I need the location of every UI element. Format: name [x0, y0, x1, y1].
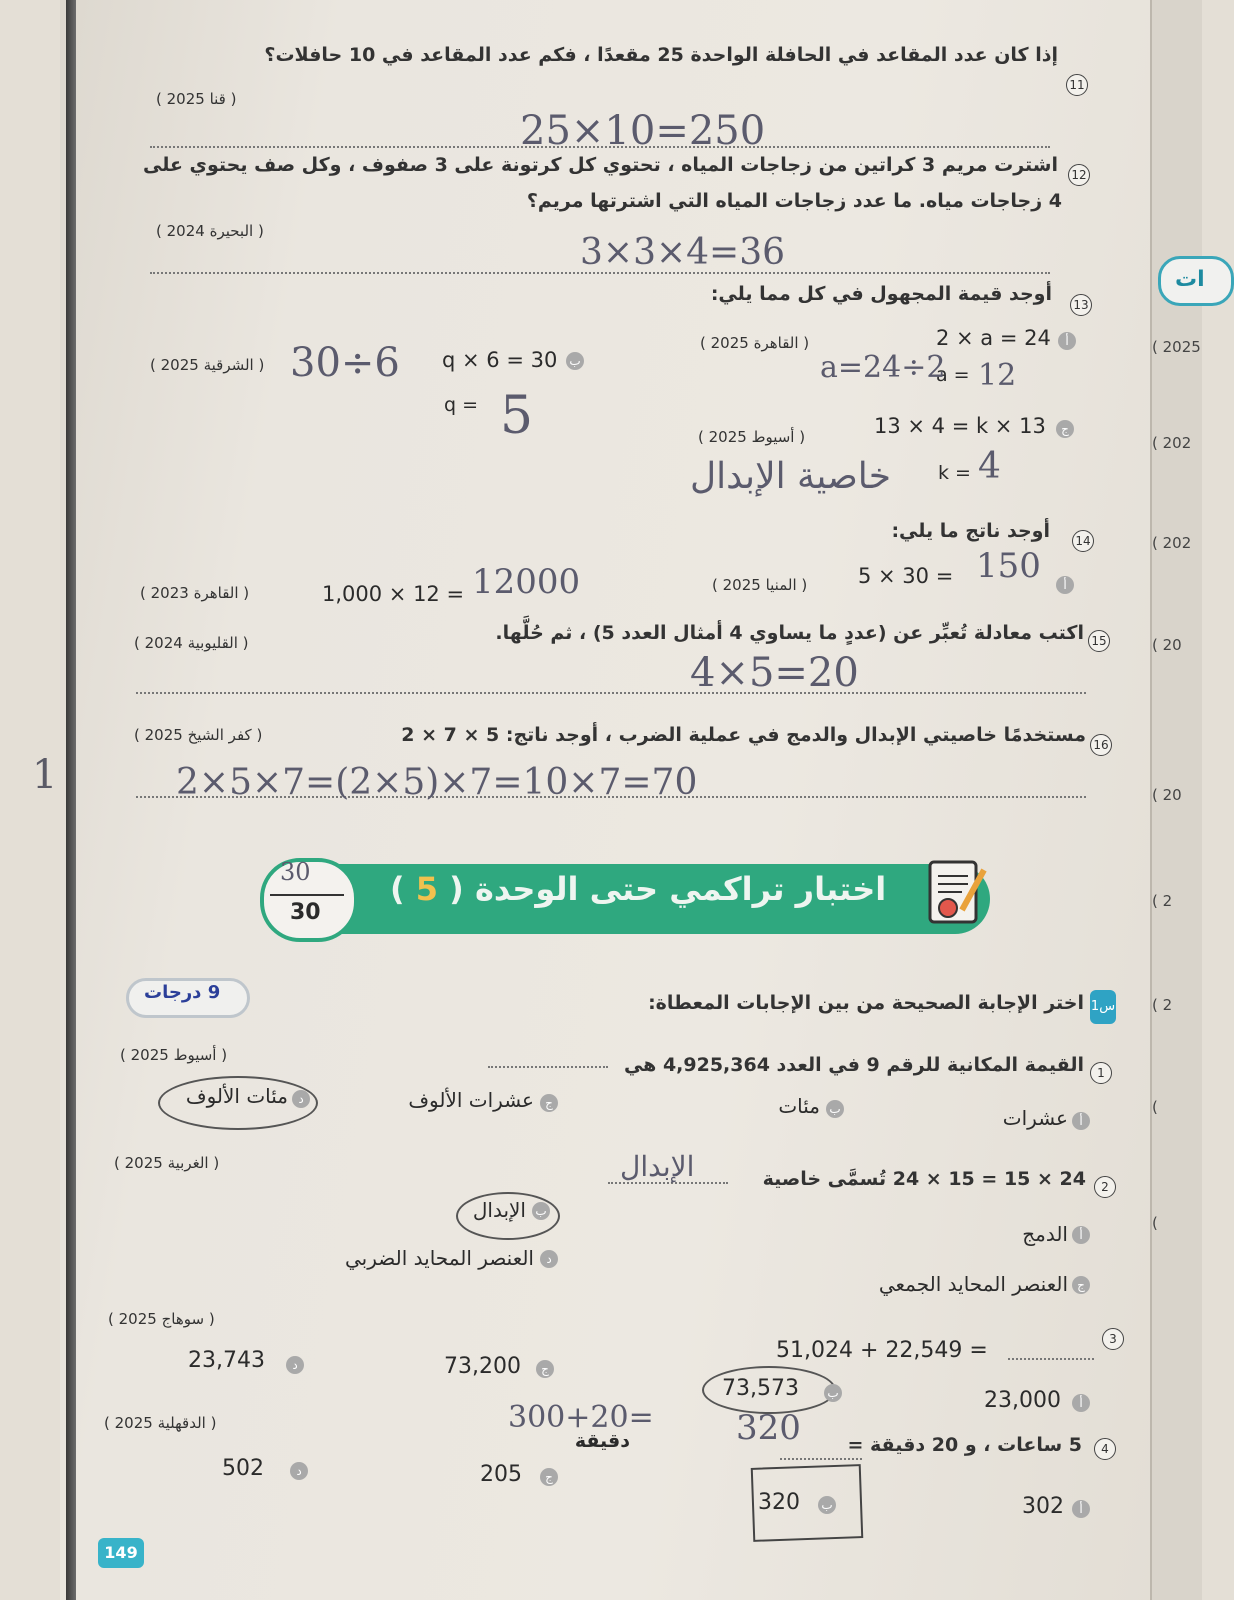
test-paper-icon — [922, 848, 992, 932]
mc3-option-a[interactable]: 23,000 — [984, 1388, 1061, 1413]
mc4-option-a-label: أ — [1072, 1500, 1090, 1518]
mc3-blank — [1008, 1358, 1094, 1360]
mc3-number: 3 — [1102, 1328, 1124, 1350]
mc4-option-d[interactable]: 502 — [222, 1456, 264, 1481]
mc3-option-a-label: أ — [1072, 1394, 1090, 1412]
mc4-handwritten-answer: 320 — [736, 1408, 801, 1448]
q13b-work: 30÷6 — [290, 340, 400, 386]
mc1-number: 1 — [1090, 1062, 1112, 1084]
q11-text: إذا كان عدد المقاعد في الحافلة الواحدة 25 مقعدًا ، فكم عدد المقاعد في 10 حافلات؟ — [264, 44, 1058, 66]
q13a-work: a=24÷2 — [820, 350, 946, 385]
mc4-blank — [780, 1458, 862, 1460]
mc1-blank — [488, 1066, 608, 1068]
q12-handwritten-answer: 3×3×4=36 — [580, 232, 786, 273]
q11-number: 11 — [1066, 74, 1088, 96]
mc1-option-b-label: ب — [826, 1100, 844, 1118]
next-page-year: ( 20 — [1152, 786, 1182, 804]
q15-number: 15 — [1088, 630, 1110, 652]
q16-handwritten-answer: 2×5×7=(2×5)×7=10×7=70 — [176, 762, 698, 803]
mc4-number: 4 — [1094, 1438, 1116, 1460]
next-page-year: ( 2025 — [1152, 338, 1201, 356]
mc2-option-d-label: د — [540, 1250, 558, 1268]
q15-handwritten-answer: 4×5=20 — [690, 650, 859, 696]
q12-line2: 4 زجاجات مياه. ما عدد زجاجات المياه التي اشترتها مريم؟ — [526, 190, 1062, 212]
next-page-year: ( 202 — [1152, 434, 1192, 452]
q13b-equation: q × 6 = 30 — [442, 348, 558, 372]
q14-number: 14 — [1072, 530, 1094, 552]
mc2-option-a[interactable]: الدمج — [1022, 1222, 1068, 1246]
mc4-option-c-label: ج — [540, 1468, 558, 1486]
mc2-source: ( الغربية 2025 ) — [114, 1154, 220, 1172]
mc1-source: ( أسيوط 2025 ) — [120, 1046, 228, 1064]
q14a-source: ( المنيا 2025 ) — [712, 576, 808, 594]
page-number: 149 — [98, 1538, 144, 1568]
next-page-year: ( 20 — [1152, 636, 1182, 654]
next-page-year: ( 202 — [1152, 534, 1192, 552]
q13c-label: ج — [1056, 420, 1074, 438]
mc3-option-b[interactable]: 73,573 — [722, 1376, 799, 1401]
q13c-unknown: k = — [938, 462, 971, 484]
mc1-option-c[interactable]: عشرات الألوف — [408, 1088, 534, 1112]
q16-number: 16 — [1090, 734, 1112, 756]
mc1-option-d[interactable]: مئات الألوف — [185, 1084, 288, 1108]
q11-handwritten-answer: 25×10=250 — [520, 108, 766, 154]
mc2-option-c[interactable]: العنصر المحايد الجمعي — [878, 1272, 1068, 1296]
section1-text: اختر الإجابة الصحيحة من بين الإجابات المعطاة: — [648, 992, 1084, 1014]
q14a-answer: 150 — [976, 546, 1041, 586]
mc4-option-c[interactable]: 205 — [480, 1462, 522, 1487]
mc1-option-a[interactable]: عشرات — [1002, 1106, 1068, 1130]
mc3-text: 51,024 + 22,549 = — [776, 1338, 988, 1363]
grade-text: 9 درجات — [144, 982, 221, 1003]
mc1-option-b[interactable]: مئات — [778, 1094, 820, 1118]
next-page-year: ( 2 — [1152, 996, 1173, 1014]
section1-badge: س1 — [1090, 990, 1116, 1024]
mc2-option-a-label: أ — [1072, 1226, 1090, 1244]
q13b-source: ( الشرقية 2025 ) — [150, 356, 265, 374]
mc4-source: ( الدقهلية 2025 ) — [104, 1414, 217, 1432]
q13c-note: خاصية الإبدال — [690, 456, 892, 497]
mc2-option-d[interactable]: العنصر المحايد الضربي — [345, 1246, 534, 1270]
mc2-option-c-label: ج — [1072, 1276, 1090, 1294]
mc2-text: 24 × 15 = 15 × 24 تُسمَّى خاصية — [762, 1168, 1086, 1190]
q13c-answer: 4 — [978, 446, 1001, 487]
next-page-year: ( — [1152, 1098, 1158, 1116]
q15-source: ( القليوبية 2024 ) — [134, 634, 249, 652]
q14-text: أوجد ناتج ما يلي: — [891, 520, 1050, 542]
q12-number: 12 — [1068, 164, 1090, 186]
mc4-option-b-label: ب — [818, 1496, 836, 1514]
q13-text: أوجد قيمة المجهول في كل مما يلي: — [710, 283, 1052, 305]
page-binding — [66, 0, 76, 1600]
mc3-option-d-label: د — [286, 1356, 304, 1374]
mc3-option-d[interactable]: 23,743 — [188, 1348, 265, 1373]
q13a-source: ( القاهرة 2025 ) — [700, 334, 810, 352]
mc2-option-b-label: ب — [532, 1202, 550, 1220]
next-page-year: ( 2 — [1152, 892, 1173, 910]
q14b-source: ( القاهرة 2023 ) — [140, 584, 250, 602]
mc3-option-b-label: ب — [824, 1384, 842, 1402]
q16-text: مستخدمًا خاصيتي الإبدال والدمج في عملية الضرب ، أوجد ناتج: 5 × 7 × 2 — [401, 724, 1086, 746]
mc1-option-a-label: أ — [1072, 1112, 1090, 1130]
q12-line1: اشترت مريم 3 كراتين من زجاجات المياه ، تحتوي كل كرتونة على 3 صفوف ، وكل صف يحتوي على — [142, 154, 1058, 176]
next-page-tab: ات — [1158, 256, 1234, 306]
mc2-option-b[interactable]: الإبدال — [472, 1198, 526, 1222]
mc4-option-a[interactable]: 302 — [1022, 1494, 1064, 1519]
mc3-source: ( سوهاج 2025 ) — [108, 1310, 215, 1328]
mc1-option-c-label: ج — [540, 1094, 558, 1112]
q13c-equation: 13 × 4 = k × 13 — [874, 414, 1046, 438]
q13b-label: ب — [566, 352, 584, 370]
next-page-edge — [1150, 0, 1205, 1600]
q13a-label: أ — [1058, 332, 1076, 350]
q13a-unknown: a = — [936, 364, 970, 386]
q16-source: ( كفر الشيخ 2025 ) — [134, 726, 263, 744]
q11-source: ( قنا 2025 ) — [156, 90, 237, 108]
next-page-year: ( — [1152, 1214, 1158, 1232]
q13c-source: ( أسيوط 2025 ) — [698, 428, 806, 446]
score-written: 30 — [280, 858, 311, 886]
mc4-unit: دقيقة — [574, 1430, 630, 1452]
mc4-work: 300+20= — [508, 1400, 654, 1435]
margin-mark: 1 — [32, 752, 58, 798]
mc3-option-c-label: ج — [536, 1360, 554, 1378]
test-title: اختبار تراكمي حتى الوحدة ( 5 ) — [390, 870, 887, 908]
mc4-option-d-label: د — [290, 1462, 308, 1480]
mc3-option-c[interactable]: 73,200 — [444, 1354, 521, 1379]
q14a-equation: 5 × 30 = — [858, 564, 954, 588]
q13-number: 13 — [1070, 294, 1092, 316]
q13a-answer: 12 — [978, 358, 1017, 393]
q14b-answer: 12000 — [472, 562, 581, 602]
q15-answer-line — [136, 692, 1086, 694]
q13a-equation: 2 × a = 24 — [936, 326, 1051, 350]
q13b-unknown: q = — [444, 394, 479, 416]
q13b-answer: 5 — [500, 386, 534, 446]
mc4-option-b[interactable]: 320 — [758, 1490, 800, 1515]
mc4-text: 5 ساعات ، و 20 دقيقة = — [847, 1434, 1082, 1456]
q14b-equation: 1,000 × 12 = — [322, 582, 465, 606]
mc2-handwritten-answer: الإبدال — [620, 1150, 695, 1183]
q15-text: اكتب معادلة تُعبِّر عن (عددٍ ما يساوي 4 أمثال العدد 5) ، ثم حُلَّها. — [495, 622, 1084, 644]
mc2-number: 2 — [1094, 1176, 1116, 1198]
mc1-option-d-label: د — [292, 1090, 310, 1108]
mc1-text: القيمة المكانية للرقم 9 في العدد 4,925,364 هي — [623, 1054, 1084, 1076]
q12-source: ( البحيرة 2024 ) — [156, 222, 264, 240]
score-total: 30 — [290, 900, 321, 925]
q14a-label: أ — [1056, 576, 1074, 594]
score-divider — [270, 894, 344, 896]
